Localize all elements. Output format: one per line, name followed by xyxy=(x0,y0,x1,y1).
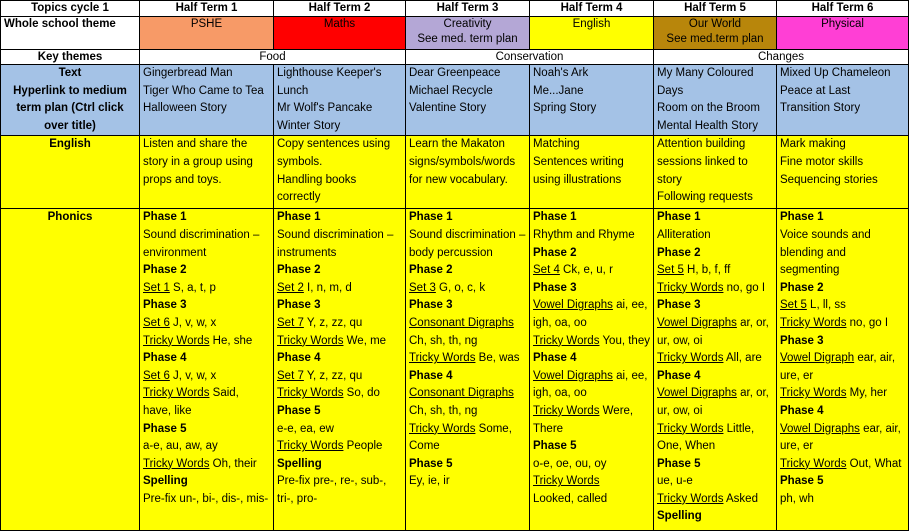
english-cell xyxy=(777,136,909,209)
key-themes-label: Key themes xyxy=(1,50,140,65)
phonics-entry: Set 6 J, v, w, x xyxy=(143,316,217,329)
phonics-text: Pre-fix un-, bi-, dis-, mis- xyxy=(143,492,269,505)
cell-line: See med.term plan xyxy=(666,33,764,45)
text-cell[interactable] xyxy=(140,65,274,136)
half-term-1-header: Half Term 1 xyxy=(140,1,274,17)
topics-cycle-header: Topics cycle 1 xyxy=(1,1,140,17)
phonics-cell xyxy=(274,209,406,531)
theme-cell xyxy=(777,17,909,50)
phase-heading: Phase 4 xyxy=(780,404,824,417)
phonics-entry: Set 5 L, ll, ss xyxy=(780,299,846,312)
phase-heading: Phase 2 xyxy=(409,264,453,277)
phonics-text: o-e, oe, ou, oy xyxy=(533,457,607,470)
phase-heading: Phase 5 xyxy=(143,422,187,435)
phonics-entry: Vowel Digraphs ai, ee, igh, oa, oo xyxy=(533,299,648,329)
phonics-text: a-e, au, aw, ay xyxy=(143,440,218,453)
phonics-text: Rhythm and Rhyme xyxy=(533,228,635,241)
phonics-text: Sound discrimination – body percussion xyxy=(409,228,526,259)
cell-line[interactable]: Peace at Last xyxy=(780,84,851,97)
phonics-entry: Tricky Words Asked xyxy=(657,492,758,505)
phonics-term: Set 2 xyxy=(277,281,304,294)
phonics-term: Consonant Digraphs xyxy=(409,316,514,329)
phonics-text: e-e, ea, ew xyxy=(277,422,334,435)
phonics-term: Tricky Words xyxy=(277,387,344,400)
cell-line[interactable]: Transition Story xyxy=(780,102,861,115)
phase-heading: Phase 4 xyxy=(143,352,187,365)
phonics-term: Set 5 xyxy=(780,299,807,312)
phonics-entry: Tricky Words Said, have, like xyxy=(143,387,239,417)
phonics-term: Tricky Words xyxy=(533,334,600,347)
cell-line[interactable]: Mental Health Story xyxy=(657,119,758,132)
phonics-entry: Vowel Digraphs ar, or, ur, ow, oi xyxy=(657,316,769,347)
phonics-term: Tricky Words xyxy=(533,404,600,417)
cell-line: PSHE xyxy=(190,18,223,30)
whole-school-theme-label: Whole school theme xyxy=(1,17,140,50)
phase-heading: Phase 3 xyxy=(533,281,577,294)
phase-heading: Phase 2 xyxy=(533,246,577,259)
cell-line: Text xyxy=(58,67,82,79)
cell-line[interactable]: Spring Story xyxy=(533,102,597,115)
phase-heading: Phase 1 xyxy=(657,211,701,224)
cell-line: Hyperlink to medium term plan (Ctrl click over title) xyxy=(13,84,127,132)
cell-line[interactable]: Gingerbread Man xyxy=(143,67,233,79)
cell-line: Creativity xyxy=(443,18,492,30)
phonics-cell xyxy=(777,209,909,531)
english-row-label: English xyxy=(1,136,140,209)
phase-heading: Phase 1 xyxy=(277,211,321,224)
cell-line[interactable]: Lighthouse Keeper's Lunch xyxy=(277,67,382,97)
phase-heading: Phase 3 xyxy=(277,299,321,312)
english-cell xyxy=(530,136,654,209)
half-term-2-header: Half Term 2 xyxy=(274,1,406,17)
cell-line[interactable]: Valentine Story xyxy=(409,102,487,115)
phase-heading: Phase 5 xyxy=(657,457,701,470)
phonics-term: Tricky Words xyxy=(277,334,344,347)
phonics-entry: Tricky Words We, me xyxy=(277,334,387,347)
phonics-text: Pre-fix pre-, re-, sub-, tri-, pro- xyxy=(277,475,387,505)
theme-cell xyxy=(530,17,654,50)
phonics-entry: Tricky Words Were, There xyxy=(533,404,634,435)
cell-line: Sentences writing using illustrations xyxy=(533,155,624,186)
phonics-entry: Tricky Words So, do xyxy=(277,387,380,400)
phonics-text: Ey, ie, ir xyxy=(409,475,450,488)
phase-heading: Phase 4 xyxy=(657,369,701,382)
phonics-entry: Set 6 J, v, w, x xyxy=(143,369,217,382)
cell-line[interactable]: My Many Coloured Days xyxy=(657,67,754,97)
phonics-cell xyxy=(654,209,777,531)
phonics-entry xyxy=(409,315,526,333)
key-theme-conservation: Conservation xyxy=(406,50,654,65)
phonics-term: Set 5 xyxy=(657,264,684,277)
text-cell[interactable] xyxy=(654,65,777,136)
phonics-entry: Set 7 Y, z, zz, qu xyxy=(277,369,363,382)
phonics-entry: Set 2 I, n, m, d xyxy=(277,281,352,294)
phonics-term: Set 1 xyxy=(143,281,170,294)
phonics-entry: Set 5 H, b, f, ff xyxy=(657,264,731,277)
english-cell xyxy=(274,136,406,209)
phonics-term: Vowel Digraphs xyxy=(780,422,860,435)
phonics-term: Tricky Words xyxy=(533,475,600,488)
phonics-term: Tricky Words xyxy=(780,457,847,470)
theme-cell xyxy=(140,17,274,50)
phonics-term: Set 6 xyxy=(143,369,170,382)
phonics-entry: Tricky Words no, go I xyxy=(780,316,889,329)
phase-heading: Phase 5 xyxy=(277,404,321,417)
phonics-entry: Tricky Words Out, What xyxy=(780,457,902,470)
phonics-term: Set 4 xyxy=(533,264,560,277)
cell-line[interactable]: Tiger Who Came to Tea xyxy=(143,84,264,97)
phonics-term: Tricky Words xyxy=(143,334,210,347)
phase-heading: Phase 1 xyxy=(143,211,187,224)
cell-line: Mark making xyxy=(780,138,846,151)
phonics-cell xyxy=(530,209,654,531)
phonics-entry: Tricky Words He, she xyxy=(143,334,253,347)
phonics-term: Tricky Words xyxy=(143,387,210,400)
phase-heading: Phase 4 xyxy=(409,369,453,382)
phonics-entry: Tricky Words Be, was xyxy=(409,352,520,365)
phonics-entry: Tricky Words My, her xyxy=(780,387,888,400)
phonics-text: Ch, sh, th, ng xyxy=(409,404,478,417)
phase-heading: Spelling xyxy=(277,457,322,470)
cell-line: Sequencing stories xyxy=(780,173,878,186)
theme-cell xyxy=(274,17,406,50)
phase-heading: Phase 2 xyxy=(143,264,187,277)
cell-line: See med. term plan xyxy=(417,33,518,45)
phonics-entry: Tricky Words People xyxy=(277,440,383,453)
phase-heading: Spelling xyxy=(143,475,188,488)
phase-heading: Phase 3 xyxy=(409,299,453,312)
phase-heading: Phase 2 xyxy=(277,264,321,277)
phonics-term: Tricky Words xyxy=(409,352,476,365)
phonics-entry: Set 4 Ck, e, u, r xyxy=(533,264,613,277)
phonics-term: Tricky Words xyxy=(657,492,724,505)
phonics-text: Sound discrimination – instruments xyxy=(277,228,394,259)
phonics-entry: Vowel Digraphs ear, air, ure, er xyxy=(780,422,901,453)
cell-line: Attention building sessions linked to story xyxy=(657,138,748,186)
phonics-term: Set 6 xyxy=(143,316,170,329)
phonics-term: Vowel Digraphs xyxy=(657,387,737,400)
phase-heading: Phase 2 xyxy=(780,281,824,294)
key-theme-food: Food xyxy=(140,50,406,65)
phase-heading: Phase 4 xyxy=(277,352,321,365)
cell-line[interactable]: Halloween Story xyxy=(143,102,227,115)
cell-line: Fine motor skills xyxy=(780,155,864,168)
phonics-entry: Tricky Words You, they xyxy=(533,334,650,347)
phonics-text: Ch, sh, th, ng xyxy=(409,334,478,347)
phonics-entry: Vowel Digraph ear, air, ure, er xyxy=(780,352,896,382)
phase-heading: Phase 3 xyxy=(780,334,824,347)
cell-line: Copy sentences using symbols. xyxy=(277,138,391,168)
phonics-entry: Set 3 G, o, c, k xyxy=(409,281,486,294)
cell-line: Handling books correctly xyxy=(277,173,357,204)
phonics-cell xyxy=(406,209,530,531)
phonics-entry: Tricky Words Little, One, When xyxy=(657,422,755,453)
text-cell[interactable] xyxy=(406,65,530,136)
english-cell xyxy=(654,136,777,209)
phonics-text: Sound discrimination – environment xyxy=(143,228,260,259)
phonics-term: Tricky Words xyxy=(780,387,847,400)
phonics-entry: Tricky Words Some, Come xyxy=(409,422,512,453)
phonics-entry: Tricky Words Oh, their xyxy=(143,457,257,470)
phonics-entry: Set 1 S, a, t, p xyxy=(143,281,216,294)
phase-heading: Phase 5 xyxy=(780,475,824,488)
phonics-term: Vowel Digraphs xyxy=(657,316,737,329)
cell-line[interactable]: Room on the Broom xyxy=(657,102,760,115)
cell-line: Physical xyxy=(821,18,864,30)
phase-heading: Phase 5 xyxy=(533,440,577,453)
theme-cell xyxy=(406,17,530,50)
phase-heading: Phase 3 xyxy=(657,299,701,312)
phonics-term: Tricky Words xyxy=(277,440,344,453)
cell-line: Listen and share the story in a group using props and toys. xyxy=(143,138,253,186)
phonics-cell xyxy=(140,209,274,531)
cell-line: Following requests xyxy=(657,191,753,204)
phonics-term: Tricky Words xyxy=(657,352,724,365)
phase-heading: Spelling xyxy=(657,510,702,523)
cell-line[interactable]: Mr Wolf's Pancake xyxy=(277,102,373,115)
text-cell[interactable] xyxy=(777,65,909,136)
phase-heading: Phase 1 xyxy=(780,211,824,224)
phonics-entry xyxy=(409,385,526,403)
phonics-term: Set 3 xyxy=(409,281,436,294)
phonics-term: Set 7 xyxy=(277,369,304,382)
text-cell[interactable] xyxy=(530,65,654,136)
phonics-text: Looked, called xyxy=(533,492,608,505)
cell-line[interactable]: Me...Jane xyxy=(533,84,584,97)
phonics-term: Consonant Digraphs xyxy=(409,387,514,400)
text-cell[interactable] xyxy=(274,65,406,136)
half-term-5-header: Half Term 5 xyxy=(654,1,777,17)
half-term-6-header: Half Term 6 xyxy=(777,1,909,17)
phonics-term: Tricky Words xyxy=(657,281,724,294)
phase-heading: Phase 4 xyxy=(533,352,577,365)
phonics-term: Vowel Digraph xyxy=(780,352,855,365)
phonics-term: Tricky Words xyxy=(143,457,210,470)
cell-line[interactable]: Mixed Up Chameleon xyxy=(780,67,891,79)
english-cell xyxy=(140,136,274,209)
phonics-term: Tricky Words xyxy=(409,422,476,435)
phonics-entry: Vowel Digraphs ai, ee, igh, oa, oo xyxy=(533,369,648,400)
phonics-term: Vowel Digraphs xyxy=(533,369,613,382)
phonics-entry: Vowel Digraphs ar, or, ur, ow, oi xyxy=(657,387,769,417)
cell-line: Our World xyxy=(688,18,742,30)
cell-line[interactable]: Michael Recycle xyxy=(409,84,493,97)
half-term-4-header: Half Term 4 xyxy=(530,1,654,17)
cell-line: Maths xyxy=(323,18,356,30)
cell-line[interactable]: Winter Story xyxy=(277,119,341,132)
phase-heading: Phase 1 xyxy=(533,211,577,224)
key-theme-changes: Changes xyxy=(654,50,909,65)
phonics-entry xyxy=(533,473,650,491)
cell-line[interactable]: Noah's Ark xyxy=(533,67,589,79)
text-row-label xyxy=(1,65,140,136)
english-cell xyxy=(406,136,530,209)
phonics-entry: Set 7 Y, z, zz, qu xyxy=(277,316,363,329)
cell-line[interactable]: Dear Greenpeace xyxy=(409,67,501,79)
phonics-row-label: Phonics xyxy=(1,209,140,531)
phase-heading: Phase 5 xyxy=(409,457,453,470)
half-term-3-header: Half Term 3 xyxy=(406,1,530,17)
phonics-entry: Tricky Words no, go I xyxy=(657,281,766,294)
phonics-entry: Tricky Words All, are xyxy=(657,352,762,365)
phonics-term: Tricky Words xyxy=(657,422,724,435)
theme-cell xyxy=(654,17,777,50)
phonics-text: Voice sounds and blending and segmenting xyxy=(780,228,871,277)
phonics-term: Tricky Words xyxy=(780,316,847,329)
cell-line: Matching xyxy=(533,138,580,151)
phase-heading: Phase 3 xyxy=(143,299,187,312)
phonics-text: Alliteration xyxy=(657,228,711,241)
cell-line: English xyxy=(572,18,611,30)
phonics-text: ph, wh xyxy=(780,492,814,505)
phase-heading: Phase 2 xyxy=(657,246,701,259)
phonics-term: Vowel Digraphs xyxy=(533,299,613,312)
cell-line: Learn the Makaton signs/symbols/words for new vocabulary. xyxy=(409,138,516,186)
phonics-term: Set 7 xyxy=(277,316,304,329)
phase-heading: Phase 1 xyxy=(409,211,453,224)
phonics-text: ue, u-e xyxy=(657,475,693,488)
